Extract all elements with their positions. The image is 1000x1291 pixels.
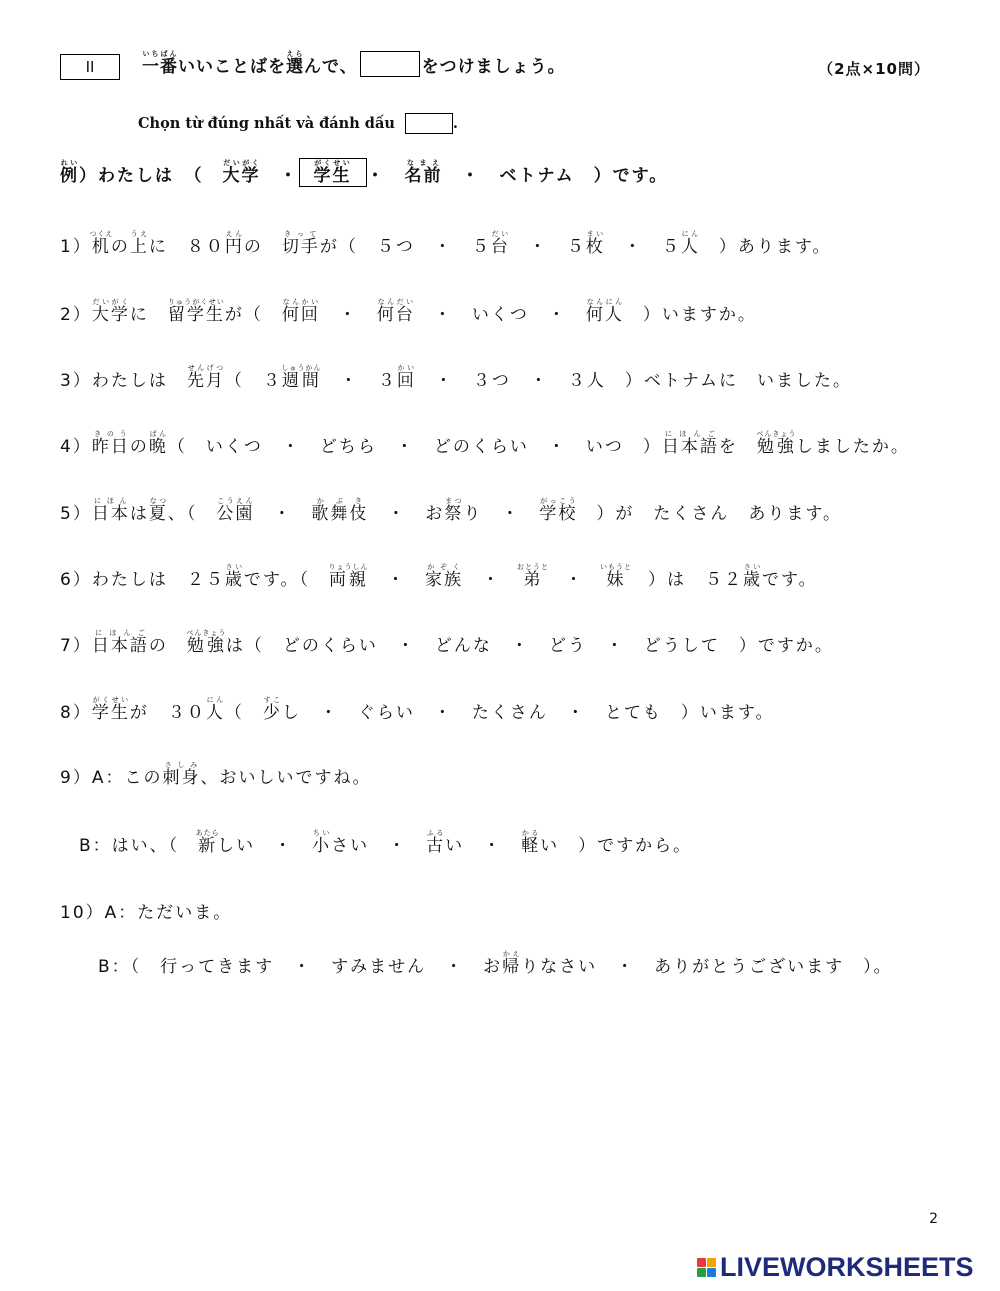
furigana-word: 先月せんげつ	[186, 364, 225, 391]
logo-icon	[697, 1258, 716, 1277]
furigana-reading: りょうしん	[328, 563, 369, 571]
sentence-text: B：はい、（	[60, 836, 199, 856]
page-number: 2	[929, 1211, 938, 1227]
logo-block-l	[697, 1258, 706, 1267]
furigana-reading: べんきょう	[186, 629, 227, 637]
furigana-reading: だい	[490, 230, 510, 238]
points-label: （2点×10問）	[818, 60, 930, 78]
furigana-word: 少すこ	[262, 696, 282, 723]
sentence-text: ・ いくつ ・	[414, 305, 586, 325]
furigana-reading: さしみ	[162, 761, 201, 769]
sentence-text: ）が たくさん あります。	[577, 504, 842, 524]
question-3	[60, 364, 852, 391]
furigana-reading: にん	[680, 230, 700, 238]
sentence-text: しい ・	[217, 836, 313, 856]
furigana-reading: だいがく	[222, 159, 261, 167]
sentence-text: は（ どのくらい ・ どんな ・ どう ・ どうして ）ですか。	[225, 636, 834, 656]
question-text	[60, 364, 852, 391]
question-9b	[60, 829, 692, 856]
sentence-text: ）いますか。	[623, 305, 757, 325]
logo-text: LIVEWORKSHEETS	[720, 1252, 974, 1282]
sentence-text: （ ３	[224, 371, 282, 391]
furigana-word: 人	[586, 371, 606, 391]
furigana-word: 一番いちばん	[142, 50, 178, 77]
furigana-word: 日本語にほんご	[661, 430, 719, 457]
furigana-word: 晩ばん	[148, 430, 168, 457]
question-text	[60, 430, 910, 457]
question-2	[60, 298, 757, 325]
furigana-word: 学校がっこう	[539, 497, 578, 524]
furigana-reading: にほん	[91, 497, 130, 505]
sentence-text: が ３０	[129, 703, 206, 723]
sentence-text: ・ お	[368, 504, 445, 524]
sentence-text: 1）	[60, 237, 92, 257]
furigana-reading: かる	[521, 829, 541, 837]
furigana-reading: なんにん	[585, 298, 624, 306]
furigana-word: 夏なつ	[148, 497, 168, 524]
example-answer-box	[299, 158, 367, 187]
furigana-word: 大学だいがく	[222, 159, 261, 186]
furigana-reading: きのう	[91, 430, 130, 438]
sentence-text: の	[110, 237, 130, 257]
furigana-word: 弟おとうと	[516, 563, 549, 590]
sentence-text: ・ ５	[604, 237, 681, 257]
furigana-word: 名前なまえ	[404, 159, 443, 186]
sentence-text: 7）	[60, 636, 92, 656]
sentence-text: さい ・	[331, 836, 427, 856]
furigana-reading: こうえん	[216, 497, 255, 505]
furigana-word: 回かい	[396, 364, 416, 391]
furigana-word: 何台なんだい	[376, 298, 415, 325]
sentence-text: ・	[254, 504, 312, 524]
sentence-text: が（	[224, 305, 282, 325]
sentence-text: は	[129, 504, 149, 524]
furigana-word: 何人なんにん	[585, 298, 624, 325]
furigana-reading: かえ	[502, 950, 522, 958]
furigana-reading: さい	[742, 563, 762, 571]
furigana-word: 祭まつ	[444, 497, 464, 524]
sentence-text: （ いくつ ・ どちら ・ どのくらい ・ いつ ）	[167, 437, 662, 457]
sentence-text: ・	[366, 166, 405, 186]
furigana-reading: かぞく	[424, 563, 463, 571]
furigana-word: 小ちい	[312, 829, 332, 856]
example-sentence	[60, 158, 668, 187]
furigana-reading: えん	[224, 230, 244, 238]
furigana-word: 選えら	[286, 50, 304, 77]
marker-box-sample	[360, 51, 420, 77]
furigana-reading: えら	[286, 50, 304, 58]
furigana-reading: おとうと	[516, 563, 549, 571]
furigana-reading: べんきょう	[756, 430, 797, 438]
furigana-reading: がくせい	[313, 159, 352, 167]
furigana-word: 歌舞伎かぶき	[311, 497, 369, 524]
furigana-word: 日本にほん	[91, 497, 130, 524]
section-number: II	[85, 58, 95, 76]
furigana-reading: なんかい	[281, 298, 320, 306]
sentence-text: 、（	[167, 504, 217, 524]
sentence-text: 10）A：ただいま。	[60, 903, 233, 923]
furigana-reading: かぶき	[311, 497, 369, 505]
vietnamese-marker-box	[405, 113, 453, 134]
furigana-word: 軽かる	[521, 829, 541, 856]
sentence-text: 、おいしいですね。	[200, 768, 372, 788]
furigana-word: 週間しゅうかん	[281, 364, 322, 391]
sentence-text: しましたか。	[795, 437, 910, 457]
furigana-word: 勉強べんきょう	[186, 629, 227, 656]
logo-block-v	[697, 1268, 706, 1277]
furigana-word: 机つくえ	[89, 230, 114, 257]
furigana-reading: ふる	[426, 829, 446, 837]
sentence-text: ・	[367, 570, 425, 590]
sentence-text: 2）	[60, 305, 92, 325]
furigana-word: 人にん	[680, 230, 700, 257]
sentence-text: 5）	[60, 504, 92, 524]
question-text	[60, 563, 818, 590]
sentence-text: の	[129, 437, 149, 457]
sentence-text: ・ ５	[509, 237, 586, 257]
furigana-reading: さい	[224, 563, 244, 571]
question-text	[60, 629, 834, 656]
furigana-reading: いちばん	[142, 50, 178, 58]
furigana-word: 枚まい	[585, 230, 605, 257]
sentence-text: い ）ですから。	[540, 836, 693, 856]
question-5	[60, 497, 842, 524]
instruction-text	[142, 50, 566, 77]
vietnamese-text: Chọn từ đúng nhất và đánh dấu	[138, 115, 395, 132]
furigana-word: 歳さい	[224, 563, 244, 590]
sentence-text: に	[129, 305, 168, 325]
question-text	[60, 230, 831, 257]
furigana-word: 家族かぞく	[424, 563, 463, 590]
question-4	[60, 430, 910, 457]
furigana-reading: れい	[60, 159, 79, 167]
furigana-word: 古ふる	[426, 829, 446, 856]
furigana-word: 人にん	[205, 696, 225, 723]
furigana-word: 帰かえ	[502, 950, 522, 977]
furigana-word: 台だい	[490, 230, 510, 257]
furigana-reading: にん	[205, 696, 225, 704]
sentence-text: ）わたしは （	[79, 166, 223, 186]
sentence-text: を	[718, 437, 757, 457]
furigana-reading: せんげつ	[186, 364, 225, 372]
furigana-word: 日本語にほんご	[91, 629, 149, 656]
furigana-word: 留学生りゅうがくせい	[167, 298, 225, 325]
furigana-reading: まつ	[444, 497, 464, 505]
instruction-part2: をつけましょう。	[421, 57, 566, 77]
sentence-text: し ・ ぐらい ・ たくさん ・ とても ）います。	[281, 703, 775, 723]
furigana-reading: かい	[396, 364, 416, 372]
sentence-text: の	[148, 636, 187, 656]
question-text	[60, 497, 842, 524]
logo-block-e	[707, 1268, 716, 1277]
question-text	[60, 696, 774, 723]
sentence-text: ）あります。	[699, 237, 832, 257]
furigana-word: 円えん	[224, 230, 244, 257]
furigana-word: 上うえ	[129, 230, 149, 257]
furigana-reading: にほんご	[661, 430, 719, 438]
sentence-text: に ８０	[148, 237, 225, 257]
sentence-text: 8）	[60, 703, 92, 723]
sentence-text: ）は ５２	[628, 570, 743, 590]
sentence-text: んで、	[304, 57, 358, 77]
furigana-reading: なつ	[148, 497, 168, 505]
sentence-text: 行ってきます ・ すみません ・ お	[160, 957, 503, 977]
question-text	[60, 829, 692, 856]
sentence-text: （	[224, 703, 263, 723]
sentence-text: です。	[761, 570, 818, 590]
furigana-word: 刺身さしみ	[162, 761, 201, 788]
sentence-text: が（ ５つ ・ ５	[319, 237, 491, 257]
sentence-text: 9）A：この	[60, 768, 163, 788]
question-7	[60, 629, 834, 656]
section-number-box	[60, 54, 120, 80]
question-10b	[60, 950, 893, 977]
instruction-part1	[142, 50, 358, 77]
furigana-word: 妹いもうと	[599, 563, 632, 590]
sentence-text: ・	[462, 570, 520, 590]
sentence-text: いいことばを	[178, 57, 286, 77]
question-text	[60, 761, 371, 788]
furigana-reading: すこ	[262, 696, 282, 704]
furigana-word: 昨日きのう	[91, 430, 130, 457]
sentence-text: B：（	[60, 957, 161, 977]
exercise-header	[60, 48, 930, 88]
sentence-text: り ・	[463, 504, 540, 524]
furigana-reading: しゅうかん	[281, 364, 322, 372]
furigana-reading: きって	[281, 230, 320, 238]
question-text	[60, 898, 232, 923]
furigana-reading: つくえ	[89, 230, 114, 238]
vietnamese-end: .	[452, 115, 458, 132]
example-parts	[60, 158, 668, 187]
logo-block-i	[707, 1258, 716, 1267]
furigana-word: 切手きって	[281, 230, 320, 257]
furigana-word: 歳さい	[742, 563, 762, 590]
furigana-word: 勉強べんきょう	[756, 430, 797, 457]
question-6	[60, 563, 818, 590]
question-text	[60, 298, 757, 325]
furigana-word: 公園こうえん	[216, 497, 255, 524]
furigana-reading: ちい	[312, 829, 332, 837]
sentence-text: ・ ３	[320, 371, 397, 391]
question-8	[60, 696, 774, 723]
furigana-word: 学生がくせい	[313, 159, 352, 186]
sentence-text: の	[243, 237, 282, 257]
furigana-reading: りゅうがくせい	[167, 298, 225, 306]
liveworksheets-logo	[697, 1252, 974, 1283]
furigana-word: 新あたら	[195, 829, 220, 856]
furigana-reading: まい	[585, 230, 605, 238]
furigana-word: 何回なんかい	[281, 298, 320, 325]
sentence-text: 6）わたしは ２５	[60, 570, 225, 590]
furigana-word: 大学だいがく	[91, 298, 130, 325]
sentence-text: ）ベトナムに いました。	[605, 371, 852, 391]
question-1	[60, 230, 831, 257]
sentence-text: ・ ３つ ・ ３	[415, 371, 587, 391]
sentence-text: ・	[545, 570, 603, 590]
furigana-reading: うえ	[129, 230, 149, 238]
vietnamese-instruction	[138, 113, 458, 134]
furigana-reading: がくせい	[91, 696, 130, 704]
sentence-text: です。（	[243, 570, 329, 590]
sentence-text: ・	[260, 166, 299, 186]
sentence-text: りなさい ・ ありがとうございます ）。	[521, 957, 893, 977]
furigana-reading: がっこう	[539, 497, 578, 505]
furigana-word: 例れい	[60, 159, 79, 186]
furigana-reading: にほんご	[91, 629, 149, 637]
question-9a	[60, 761, 371, 788]
sentence-text: ・	[319, 305, 377, 325]
sentence-text: い ・	[445, 836, 522, 856]
sentence-text: ・ ベトナム ）です。	[442, 166, 669, 186]
sentence-text: 3）わたしは	[60, 371, 187, 391]
furigana-reading: いもうと	[599, 563, 632, 571]
furigana-reading: なまえ	[404, 159, 443, 167]
question-10a	[60, 898, 232, 923]
sentence-text: 4）	[60, 437, 92, 457]
question-text	[60, 950, 893, 977]
furigana-reading: あたら	[195, 829, 220, 837]
furigana-word: 両親りょうしん	[328, 563, 369, 590]
furigana-reading: だいがく	[91, 298, 130, 306]
furigana-word: 学生がくせい	[91, 696, 130, 723]
furigana-reading: ばん	[148, 430, 168, 438]
furigana-reading: なんだい	[376, 298, 415, 306]
